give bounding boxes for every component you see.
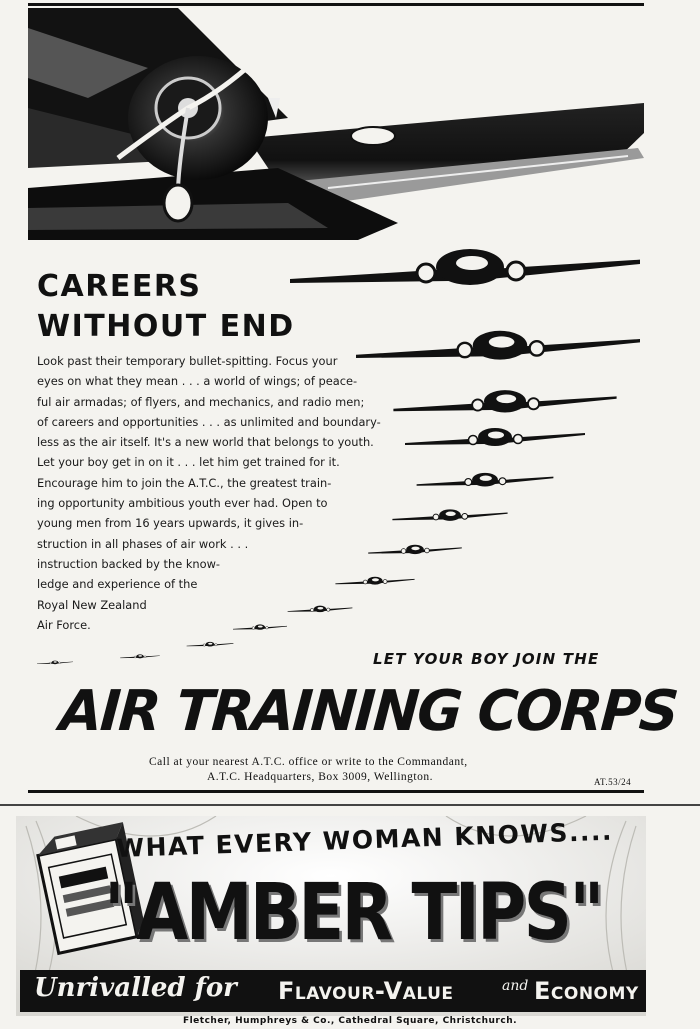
body-copy	[37, 351, 382, 635]
atc-bottom-rule	[28, 790, 644, 793]
economy-text: Economy	[534, 977, 639, 1005]
amber-tips-brand: "AMBER TIPS"	[104, 868, 602, 958]
contact-line-2: A.T.C. Headquarters, Box 3009, Wellington.	[207, 771, 433, 783]
body-line: Encourage him to join the A.T.C., the greatest train-	[37, 475, 332, 490]
body-line: eyes on what they mean . . . a world of wings; of peace-	[37, 374, 358, 389]
body-line: ing opportunity ambitious youth ever had. Open to	[37, 496, 328, 511]
formation-plane	[392, 509, 507, 521]
body-line: Let your boy get in on it . . . let him get trained for it.	[37, 455, 340, 470]
formation-plane	[37, 661, 73, 665]
formation-plane	[356, 331, 640, 360]
unrivalled-text: Unrivalled for	[34, 973, 237, 1003]
body-line: ful air armadas; of flyers, and mechanics, and radio men;	[37, 394, 365, 409]
body-line: Royal New Zealand	[37, 597, 147, 612]
footer-address: Fletcher, Humphreys & Co., Cathedral Square, Christchurch.	[182, 1016, 518, 1026]
body-line: Air Force.	[37, 617, 91, 632]
divider-rule	[0, 804, 700, 806]
slogan-bar	[20, 970, 646, 1012]
formation-plane	[405, 428, 585, 446]
formation-plane	[393, 390, 616, 412]
body-line: young men from 16 years upwards, it gives in-	[37, 516, 304, 531]
formation-plane	[368, 545, 462, 554]
join-tagline: LET YOUR BOY JOIN THE	[373, 650, 600, 668]
what-every-woman-knows: WHAT EVERY WOMAN KNOWS....	[116, 816, 614, 863]
air-training-corps-title: AIR TRAINING CORPS	[57, 679, 680, 744]
and-text: and	[502, 978, 529, 994]
contact-line-1: Call at your nearest A.T.C. office or write to the Commandant,	[149, 756, 468, 768]
formation-plane	[187, 642, 234, 647]
formation-plane	[290, 249, 640, 285]
body-line: Look past their temporary bullet-spitting. Focus your	[37, 354, 338, 368]
ad-reference: AT.53/24	[594, 777, 632, 787]
flavour-value-text: Flavour-Value	[278, 977, 454, 1005]
top-rule	[28, 3, 644, 6]
formation-plane	[120, 654, 160, 658]
bomber-illustration	[28, 8, 644, 248]
body-line: instruction backed by the know-	[37, 556, 221, 571]
headline-without-end: WITHOUT END	[37, 309, 295, 344]
formation-plane	[417, 473, 554, 487]
body-line: less as the air itself. It's a new world that belongs to youth.	[37, 435, 374, 450]
headline-careers: CAREERS	[37, 269, 202, 304]
body-line: of careers and opportunities . . . as unlimited and boundary-	[37, 414, 381, 429]
body-line: ledge and experience of the	[37, 577, 198, 592]
body-line: struction in all phases of air work . . .	[37, 536, 249, 551]
